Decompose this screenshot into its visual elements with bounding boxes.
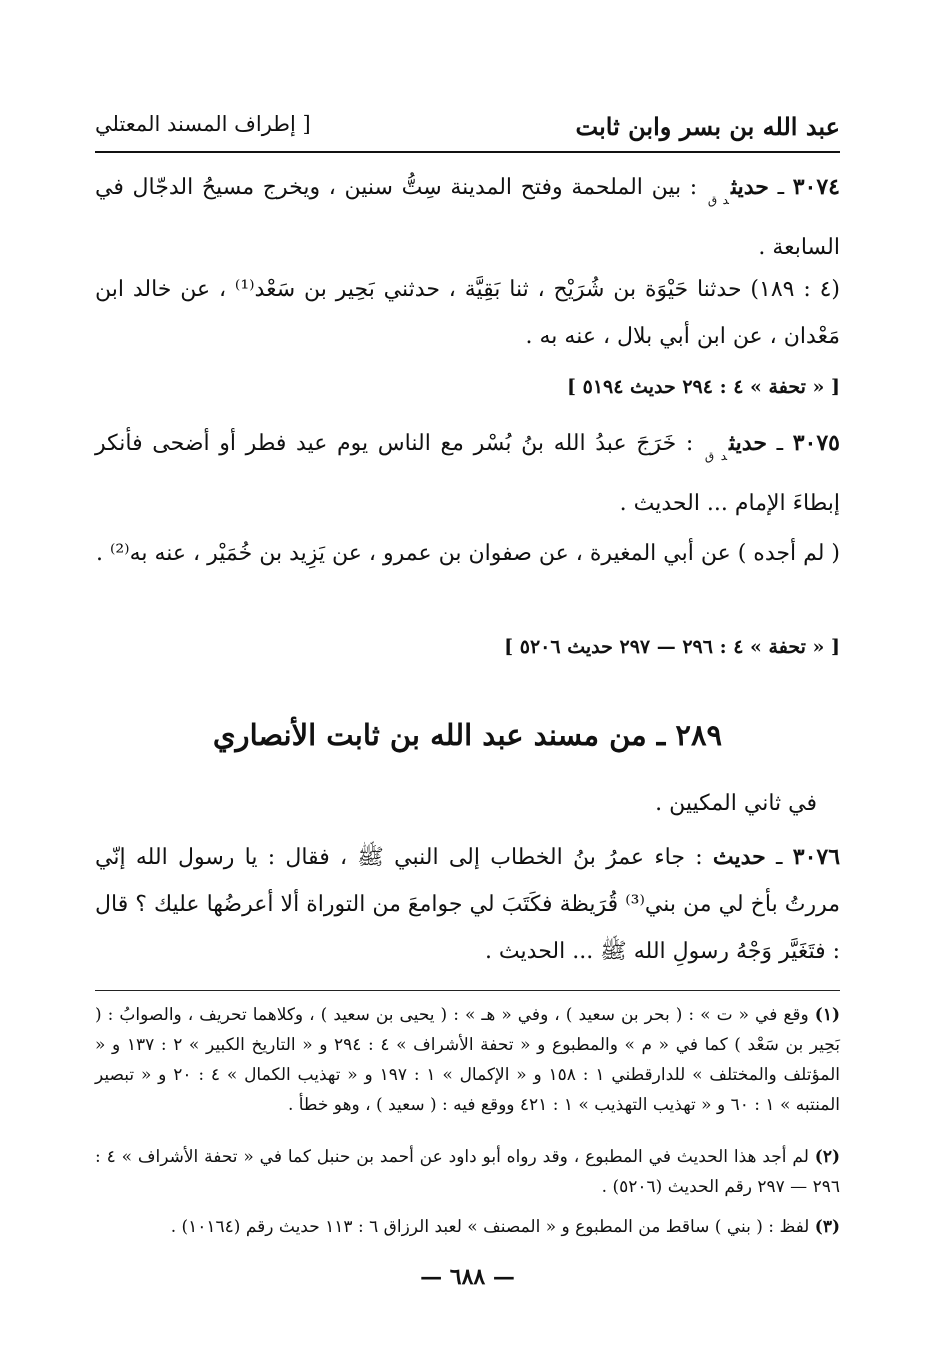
page-number: — ٦٨٨ — [420, 1264, 515, 1290]
footnote-1 [95, 1000, 840, 1120]
hadith-text: : جاء عمرُ بنُ الخطاب إلى النبي ﷺ ، فقال : يا رسول الله إنّي مررتُ بأخ لي من بني⁽³⁾ قُرَيظة فكَتَبَ لي جوامعَ من التوراة ألا أعرضُها عليك ؟ قال : فتَغَيَّر وَجْهُ رسولِ الله ﷺ ... الحديث . [95, 845, 840, 964]
hadith-text: : خَرَجَ عبدُ الله بنُ بُسْر مع الناس يوم عيد فطر أو أضحى فأنكر إبطاءَ الإمام ... الحديث . [95, 431, 840, 516]
footnote-3 [95, 1212, 840, 1242]
hadith-3074-reference: [ « تحفة » ٤ : ٢٩٤ حديث ٥١٩٤ ] [567, 376, 840, 398]
footnote-divider [95, 990, 840, 991]
running-header-title: عبد الله بن بسر وابن ثابت [575, 112, 840, 141]
footnote-text: وقع في « ت » : ( بحر بن سعيد ) ، وفي « هـ » : ( يحيى بن سعيد ) ، وكلاهما تحريف ، والصوابُ : ( بَحِير بن سَعْد ) كما في « م » والمطبوع و « تحفة الأشراف » ٤ : ٢٩٤ و « التاريخ الكبير » ٢ : ١٣٧ و « المؤتلف والمختلف » للدارقطني ١ : ١٥٨ و « الإكمال » ١ : ١٩٧ و « تهذيب الكمال » ٤ : ٢٠ و « تبصير المنتبه » ١ : ٦٠ و « تهذيب التهذيب » ١ : ٤٢١ ووقع فيه : ( سعيد ) ، وهو خطأ . [95, 1005, 841, 1115]
footnote-text: لفظ : ( بني ) ساقط من المطبوع و « المصنف » لعبد الرزاق ٦ : ١١٣ حديث رقم (١٠١٦٤) . [170, 1217, 810, 1237]
section-subtitle: في ثاني المكيين . [655, 791, 817, 816]
running-header-book: [ إطراف المسند المعتلي [95, 112, 311, 136]
footnote-text: لم أجد هذا الحديث في المطبوع ، وقد رواه أبو داود عن أحمد بن حنبل كما في « تحفة الأشراف » ٤ : ٢٩٦ — ٢٩٧ رقم الحديث (٥٢٠٦) . [95, 1147, 840, 1197]
hadith-3075-chain: ( لم أجده ) عن أبي المغيرة ، عن صفوان بن عمرو ، عن يَزِيد بن خُمَيْر ، عنه به⁽²⁾ . [95, 541, 840, 566]
hadith-text: : بين الملحمة وفتح المدينة سِتُّ سنين ، ويخرج مسيحُ الدجّال في السابعة . [95, 175, 840, 260]
hadith-3074: ٣٠٧٤ ـ حديث$_{د ق}$ : بين الملحمة وفتح المدينة سِتُّ سنين ، ويخرج مسيحُ الدجّال في السابعة . [95, 174, 840, 260]
section-heading: ٢٨٩ ـ من مسند عبد الله بن ثابت الأنصاري [212, 718, 723, 752]
hadith-3074-chain: (٤ : ١٨٩) حدثنا حَيْوَة بن شُرَيْح ، ثنا بَقِيَّة ، حدثني بَحِير بن سَعْد⁽¹⁾ ، عن خالد ابن مَعْدان ، عن ابن أبي بلال ، عنه به . [95, 277, 841, 349]
footnote-2 [95, 1142, 840, 1202]
hadith-3075: ٣٠٧٥ ـ حديث$_{د ق}$ : خَرَجَ عبدُ الله بنُ بُسْر مع الناس يوم عيد فطر أو أضحى فأنكر إبطاءَ الإمام ... الحديث . [95, 430, 840, 516]
hadith-keyword: حديث [729, 430, 767, 456]
hadith-3076: ٣٠٧٦ ـ حديث : جاء عمرُ بنُ الخطاب إلى النبي ﷺ ، فقال : يا رسول الله إنّي مررتُ بأخ لي من بني⁽³⁾ قُرَيظة فكَتَبَ لي جوامعَ من التوراة ألا أعرضُها عليك ؟ قال : فتَغَيَّر وَجْهُ رسولِ الله ﷺ ... الحديث . [95, 844, 841, 964]
hadith-number: ٣٠٧٦ [792, 844, 841, 870]
hadith-number: ٣٠٧٥ [792, 430, 840, 456]
source-symbol: د ق [707, 193, 729, 207]
hadith-number: ٣٠٧٤ [792, 174, 840, 200]
footnote-number: (٣) [814, 1217, 840, 1237]
source-symbol: د ق [704, 449, 728, 463]
footnote-number: (٢) [814, 1147, 840, 1167]
hadith-keyword: حديث [712, 844, 766, 870]
footnote-number: (١) [814, 1005, 841, 1025]
hadith-keyword: حديث [730, 174, 769, 200]
header-divider [95, 151, 840, 153]
hadith-3075-reference: [ « تحفة » ٤ : ٢٩٦ — ٢٩٧ حديث ٥٢٠٦ ] [504, 636, 840, 658]
